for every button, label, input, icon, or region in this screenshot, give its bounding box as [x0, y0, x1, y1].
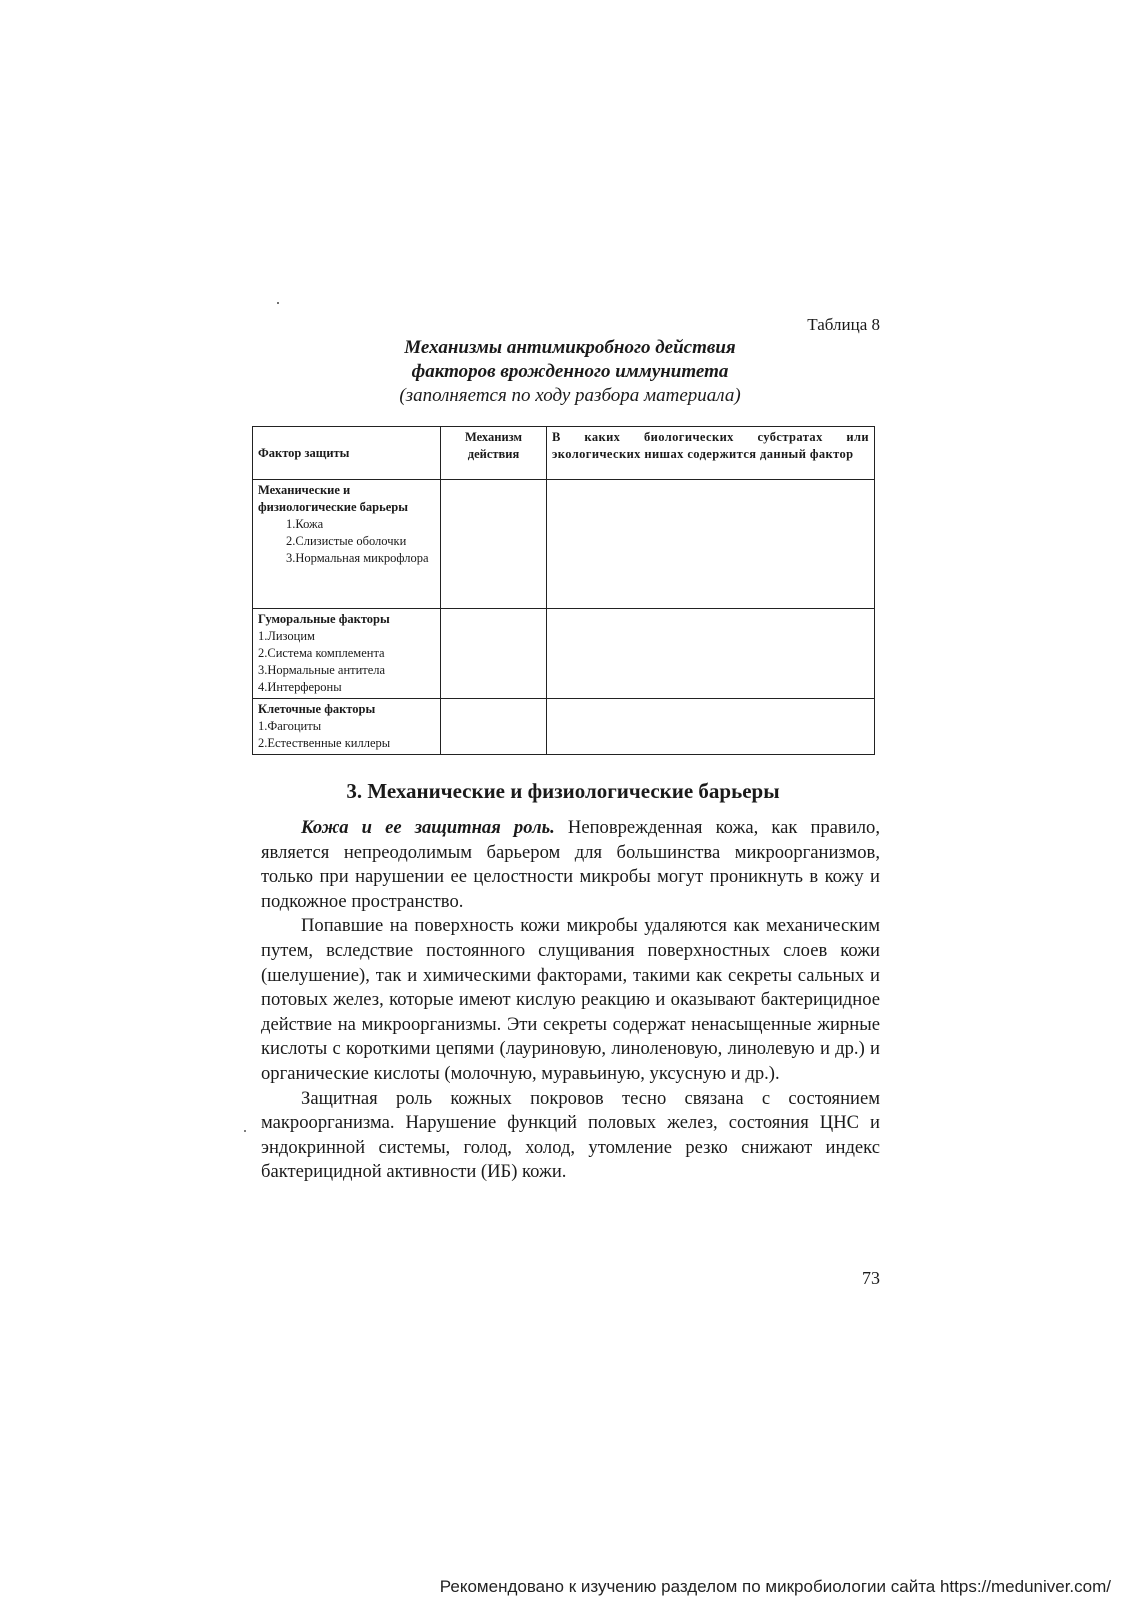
body-text [261, 816, 880, 1185]
factor-cell [253, 609, 441, 699]
table-header-row [253, 427, 875, 480]
table-row [253, 480, 875, 609]
mechanism-cell[interactable] [441, 480, 547, 609]
paragraph-text: Неповрежденная кожа, как правило, является непреодолимым барьером для большинства микроорганизмов, только при нарушении ее целостности микробы могут проникнуть в кожу и подкожное пространство. [261, 817, 881, 912]
table-row [253, 699, 875, 755]
group-item: 3.Нормальная микрофлора [286, 551, 429, 565]
group-item: 1.Фагоциты [258, 719, 322, 733]
paragraph-lead: Кожа и ее защитная роль. [301, 817, 555, 838]
mechanism-cell[interactable] [441, 699, 547, 755]
factors-table [252, 426, 875, 755]
table-title-line: Механизмы антимикробного действия [404, 337, 736, 358]
header-cell-factor: Фактор защиты [253, 427, 441, 480]
group-title: Клеточные факторы [258, 702, 376, 716]
scan-speck [277, 302, 279, 304]
group-item: 1.Кожа [286, 517, 324, 531]
paragraph: Защитная роль кожных покровов тесно связана с состоянием макроорганизма. Нарушение функций половых желез, состояния ЦНС и эндокринной системы, голод, холод, утомление резко снижают индекс бактерицидной активности (ИБ) кожи. [261, 1087, 880, 1183]
table-label: Таблица 8 [807, 315, 880, 334]
group-item: 2.Естественные киллеры [258, 736, 391, 750]
mechanism-cell[interactable] [441, 609, 547, 699]
group-item: 4.Интерфероны [258, 680, 342, 694]
location-cell[interactable] [547, 480, 875, 609]
factor-cell [253, 699, 441, 755]
group-item: 1.Лизоцим [258, 629, 315, 643]
section-heading: 3. Механические и физиологические барьеры [346, 779, 780, 803]
group-item: 3.Нормальные антитела [258, 663, 386, 677]
location-cell[interactable] [547, 609, 875, 699]
footer-note: Рекомендовано к изучению разделом по микробиологии сайта https://meduniver.com/ [439, 1577, 1111, 1596]
group-item: 2.Система комплемента [258, 646, 385, 660]
table-title-line: факторов врожденного иммунитета [411, 361, 729, 382]
table-title-note: (заполняется по ходу разбора материала) [399, 385, 741, 406]
location-cell[interactable] [547, 699, 875, 755]
factor-cell [253, 480, 441, 609]
table-row [253, 609, 875, 699]
table-title [300, 336, 840, 408]
group-title: Механические и физиологические барьеры [258, 483, 408, 514]
paragraph [261, 816, 880, 914]
group-title: Гуморальные факторы [258, 612, 390, 626]
scan-speck [244, 1130, 246, 1132]
paragraph: Попавшие на поверхность кожи микробы удаляются как механическим путем, вследствие постоянного слущивания поверхностных слоев кожи (шелушение), так и химическими факторами, такими как секреты сальных и потовых желез, которые имеют кислую реакцию и оказывают бактерицидное действие на микроорганизмы. Эти секреты содержат ненасыщенные жирные кислоты с короткими цепями (лауриновую, линоленовую, линолевую и др.) и органические кислоты (молочную, муравьиную, уксусную и др.). [261, 915, 880, 1084]
group-item: 2.Слизистые оболочки [286, 534, 407, 548]
header-cell-location: В каких биологических субстратах или экологических нишах содержится данный фактор [547, 427, 875, 480]
header-cell-mechanism: Механизм действия [441, 427, 547, 480]
page-number: 73 [862, 1268, 880, 1288]
